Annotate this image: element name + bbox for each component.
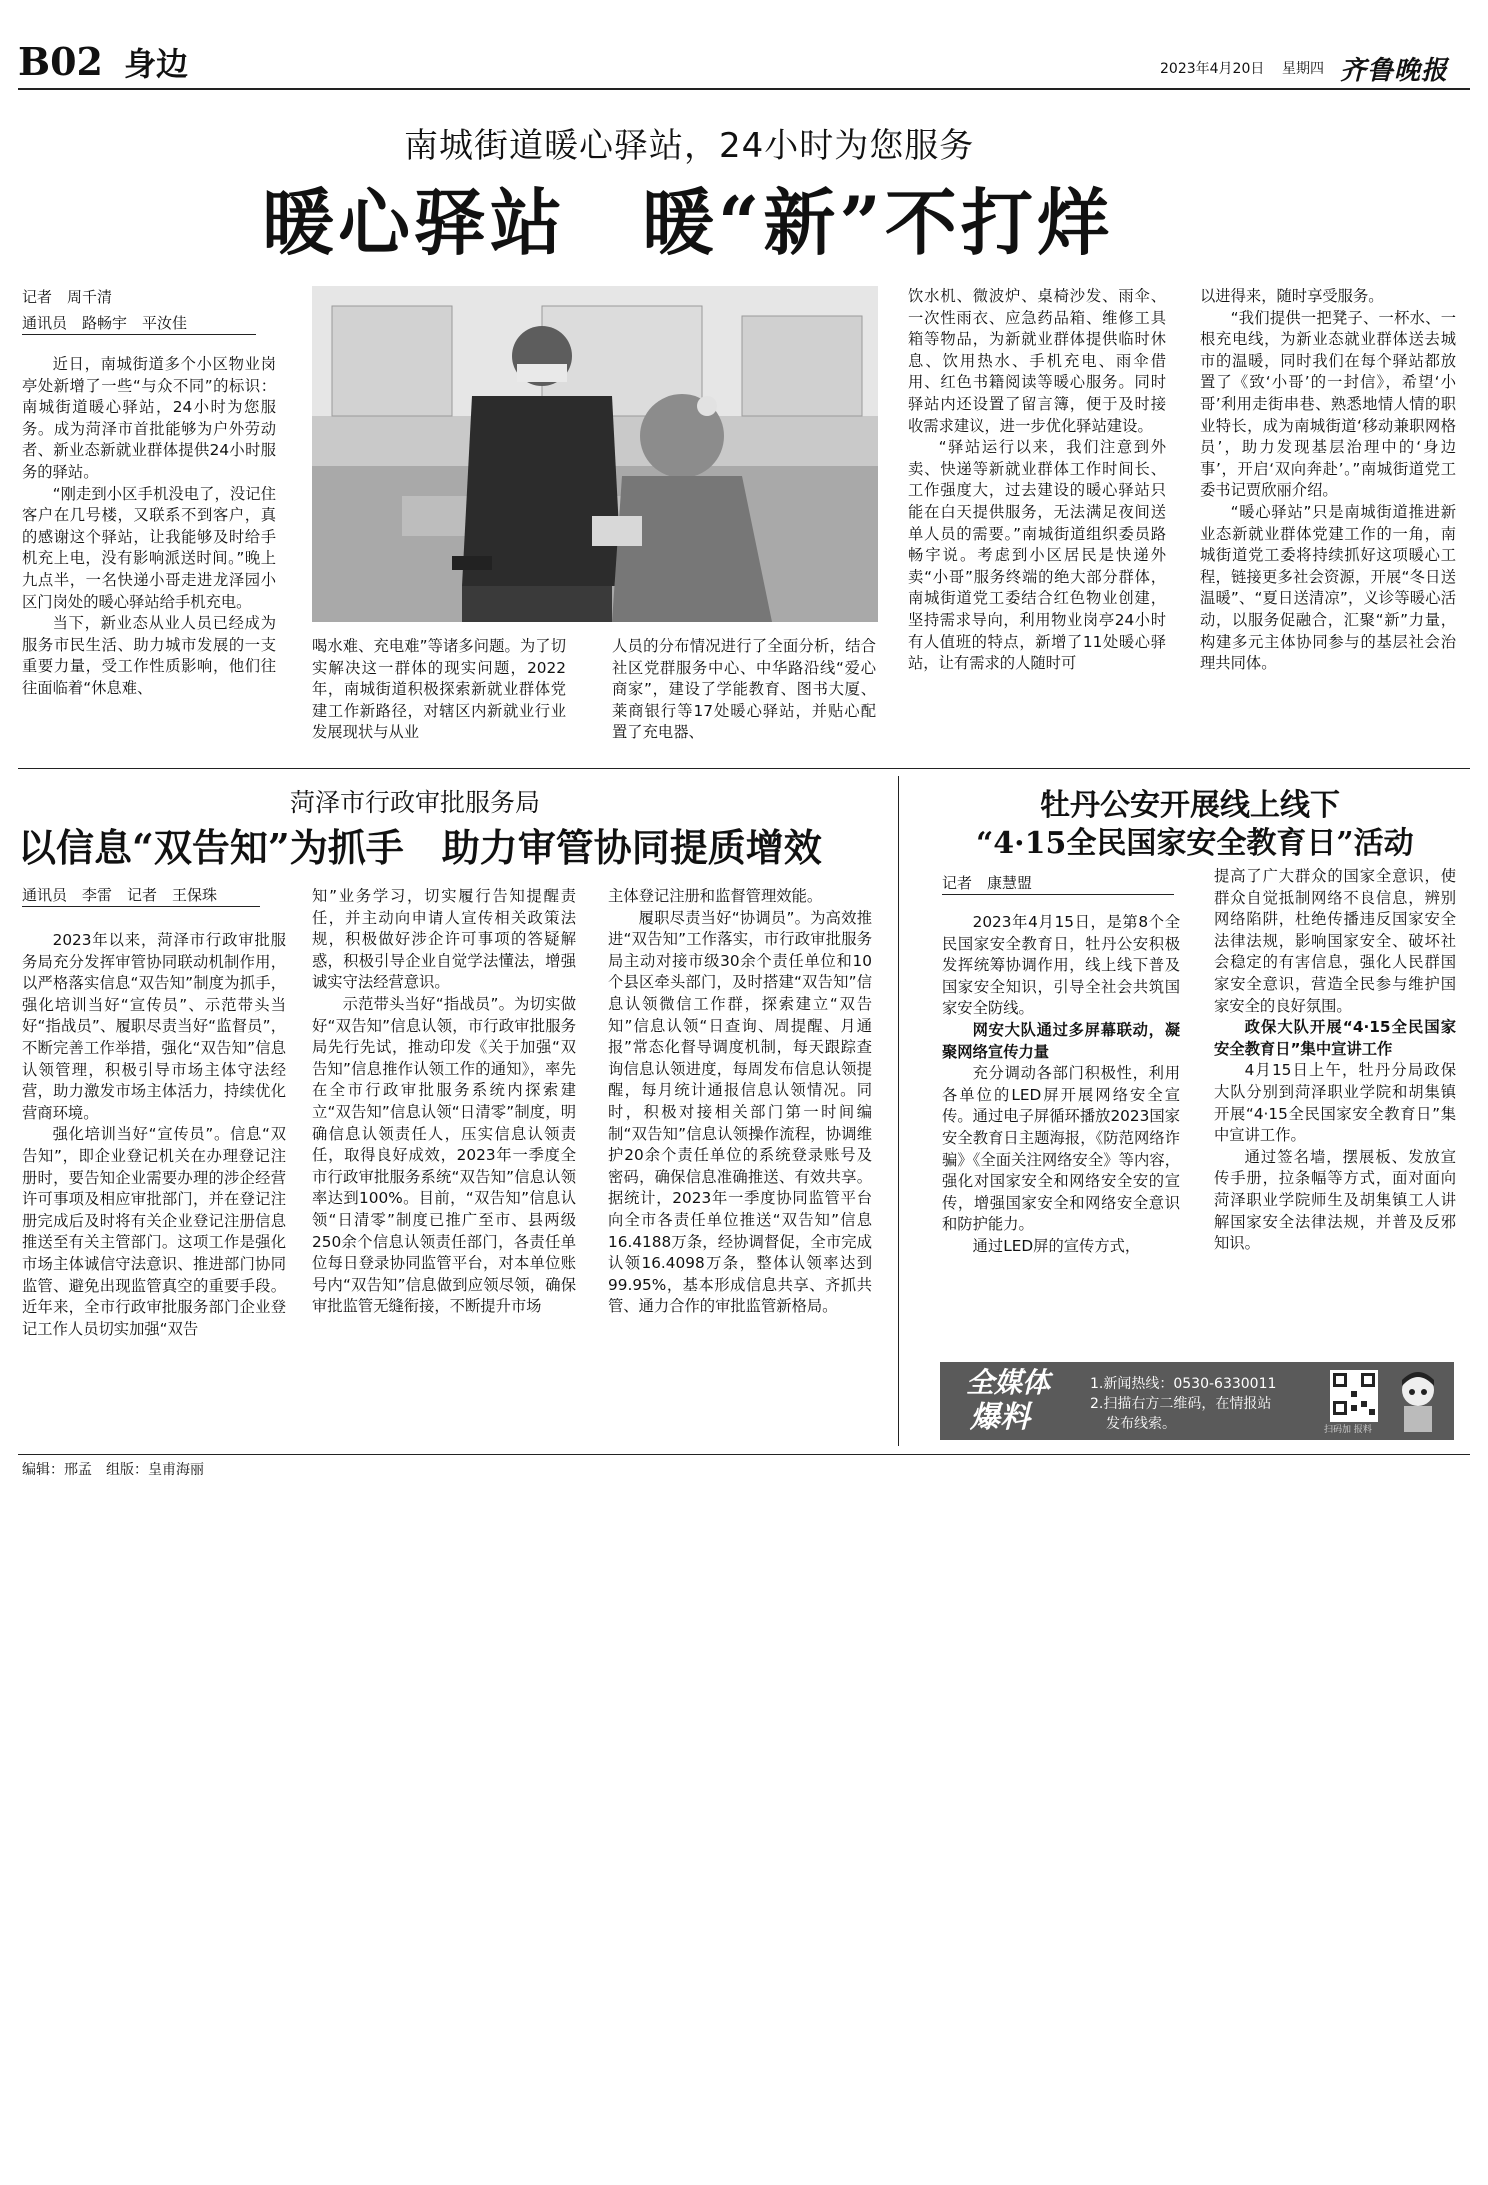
banner-title-line2: 爆料 [970, 1400, 1030, 1435]
page-code: B02 [18, 39, 103, 84]
tipoff-banner [940, 1362, 1454, 1440]
subhead: 网安大队通过多屏幕联动，凝聚网络宣传力量 [942, 1020, 1180, 1061]
paragraph: 以进得来，随时享受服务。 [1200, 287, 1384, 305]
banner-title-line1: 全媒体 [966, 1366, 1051, 1399]
photo-volunteer-courier [312, 286, 878, 622]
column-divider [898, 776, 899, 1446]
editor-credit: 编辑：邢孟 组版：皇甫海丽 [22, 1462, 204, 1478]
qr-pattern-icon [1330, 1370, 1378, 1422]
paragraph: 饮水机、微波炉、桌椅沙发、雨伞、一次性雨衣、应急药品箱、维修工具箱等物品，为新就业群体提供临时休息、饮用热水、手机充电、雨伞借用、红色书籍阅读等暖心服务。同时驿站内还设置了留言簿，便于及时接收需求建议，进一步优化驿站建设。 [908, 287, 1166, 435]
paragraph: 通过签名墙，摆展板、发放宣传手册，拉条幅等方式，面对面向菏泽职业学院师生及胡集镇工人讲解国家安全法律法规，并普及反邪知识。 [1214, 1147, 1456, 1253]
story1-reporter: 记者 周千清 [22, 288, 113, 306]
section-name: 身边 [124, 45, 189, 83]
footer-rule [18, 1454, 1470, 1455]
story3-column-1 [942, 912, 1180, 1258]
story3-title-line2: “4·15全民国家安全教育日”活动 [976, 826, 1414, 861]
masthead-logo: 齐鲁晚报 [1340, 56, 1449, 86]
story2-title: 以信息“双告知”为抓手 助力审管协同提质增效 [18, 825, 822, 870]
story-divider [18, 768, 1470, 769]
paragraph: “暖心驿站”只是南城街道推进新业态新就业群体党建工作的一角，南城街道党工委将持续抓好这项暖心工程，链接更多社会资源，开展“冬日送温暖”、“夏日送清凉”，义诊等暖心活动，以服务促融合，汇聚“新”力量，构建多元主体协同参与的基层社会治理共同体。 [1200, 502, 1456, 673]
paragraph: “我们提供一把凳子、一杯水、一根充电线，为新业态就业群体送去城市的温暖，同时我们在每个驿站都放置了《致‘小哥’的一封信》，希望‘小哥’利用走街串巷、熟悉地情人情的职业特长，成为南城街道‘移动兼职网格员’，助力发现基层治理中的‘身边事’，开启‘双向奔赴’。”南城街道党工委书记贾欣丽介绍。 [1200, 308, 1456, 500]
banner-instruction-cont: 发布线索。 [1106, 1416, 1176, 1432]
subhead: 政保大队开展“4·15全民国家安全教育日”集中宣讲工作 [1214, 1018, 1456, 1058]
paragraph: 4月15日上午，牡丹分局政保大队分别到菏泽职业学院和胡集镇开展“4·15全民国家安全教育日”集中宣讲工作。 [1214, 1061, 1456, 1145]
news-photo [312, 286, 878, 622]
cartoon-reporter-icon [1388, 1368, 1448, 1434]
issue-weekday: 星期四 [1282, 61, 1324, 77]
paragraph: 人员的分布情况进行了全面分析，结合社区党群服务中心、中华路沿线“爱心商家”，建设了学能教育、图书大厦、莱商银行等17处暖心驿站，并贴心配置了充电器、 [612, 637, 876, 742]
paragraph: 充分调动各部门积极性，利用各单位的LED屏开展网络安全宣传。通过电子屏循环播放2023国家安全教育日主题海报，《防范网络诈骗》《全面关注网络安全》等内容，强化对国家安全和网络安全安的宣传，增强国家安全和网络安全意识和防护能力。 [942, 1064, 1180, 1234]
cartoon-figure-icon [1388, 1368, 1448, 1434]
story3-byline-text: 记者 康慧盟 [942, 874, 1033, 892]
paragraph: 通过LED屏的宣传方式， [972, 1236, 1141, 1255]
paragraph: 2023年以来，菏泽市行政审批服务局充分发挥审管协同联动机制作用，以严格落实信息“双告知”制度为抓手，强化培训当好“宣传员”、示范带头当好“指战员”、履职尽责当好“监督员”，不断完善工作举措，强化“双告知”信息认领管理，积极引导市场主体守法经营，助力激发市场主体活力，持续优化营商环境。 [22, 931, 286, 1122]
story3-column-2 [1214, 866, 1456, 1255]
banner-hotline: 1.新闻热线：0530-6330011 [1090, 1376, 1277, 1392]
paragraph: 强化培训当好“宣传员”。信息“双告知”，即企业登记机关在办理登记注册时，要告知企业需要办理的涉企经营许可事项及相应审批部门，并在登记注册完成后及时将有关企业登记注册信息推送至有关主管部门。这项工作是强化市场主体诚信守法意识、推进部门协同监管、避免出现监管真空的重要手段。近年来，全市行政审批服务部门企业登记工作人员切实加强“双告 [22, 1125, 286, 1338]
story1-title: 暖心驿站 暖“新”不打烊 [262, 180, 1113, 265]
story2-byline [22, 884, 260, 907]
banner-instruction: 2.扫描右方二维码，在情报站 [1090, 1396, 1272, 1412]
story1-column-2 [312, 636, 566, 744]
qr-code-icon [1330, 1370, 1378, 1422]
paragraph: 知”业务学习，切实履行告知提醒责任，并主动向申请人宣传相关政策法规，积极做好涉企许可事项的答疑解惑，积极引导企业自觉学法懂法，增强诚实守法经营意识。 [312, 887, 576, 992]
story1-correspondent [22, 312, 256, 335]
story3-byline [942, 872, 1174, 895]
paragraph: 当下，新业态从业人员已经成为服务市民生活、助力城市发展的一支重要力量，受工作性质影响，他们往往面临着“休息难、 [22, 614, 276, 697]
paragraph: 2023年4月15日，是第8个全民国家安全教育日，牡丹公安积极发挥统筹协调作用，线上线下普及国家安全知识，引导全社会共筑国家安全防线。 [942, 913, 1180, 1018]
story2-column-3 [608, 886, 872, 1318]
story1-column-3 [612, 636, 876, 744]
paragraph: “驿站运行以来，我们注意到外卖、快递等新就业群体工作时间长、工作强度大，过去建设的暖心驿站只能在白天提供服务，无法满足夜间送单人员的需要。”南城街道组织委员路畅宇说。考虑到小区居民是快递外卖“小哥”服务终端的绝大部分群体，南城街道党工委结合红色物业创建，坚持需求导向，利用物业岗亭24小时有人值班的特点，新增了11处暖心驿站，让有需求的人随时可 [908, 438, 1166, 673]
paragraph: 履职尽责当好“协调员”。为高效推进“双告知”工作落实，市行政审批服务局主动对接市级30余个责任单位和10个县区牵头部门，及时搭建“双告知”信息认领微信工作群，探索建立“双告知”信息认领“日查询、周提醒、月通报”常态化督导调度机制，每天跟踪查询信息认领进度，每周发布信息认领提醒，每月统计通报信息认领情况。同时，积极对接相关部门第一时间编制“双告知”信息认领操作流程，协调维护20余个责任单位的系统登录账号及密码，确保信息准确推送、有效共享。据统计，2023年一季度协同监管平台向全市各责任单位推送“双告知”信息16.4188万条，经协调督促，全市完成认领16.4098万条，整体认领率达到99.95%，基本形成信息共享、齐抓共管、通力合作的审批监管新格局。 [608, 908, 872, 1316]
issue-date: 2023年4月20日 [1160, 61, 1265, 77]
story1-column-4 [908, 286, 1166, 675]
paragraph: 提高了广大群众的国家全意识，使群众自觉抵制网络不良信息，辨别网络陷阱，杜绝传播违反国家安全法律法规，影响国家安全、破坏社会稳定的有害信息，强化人民群国家安全意识，营造全民参与维护国家安全的良好氛围。 [1214, 867, 1456, 1015]
story2-column-2 [312, 886, 576, 1318]
paragraph: 主体登记注册和监督管理效能。 [608, 887, 823, 905]
story2-subtitle: 菏泽市行政审批服务局 [290, 788, 541, 817]
paragraph: 近日，南城街道多个小区物业岗亭处新增了一些“与众不同”的标识：南城街道暖心驿站，24小时为您服务。成为菏泽市首批能够为户外劳动者、新业态新就业群体提供24小时服务的驿站。 [22, 355, 276, 481]
paragraph: 喝水难、充电难”等诸多问题。为了切实解决这一群体的现实问题，2022年，南城街道积极探索新就业群体党建工作新路径，对辖区内新就业行业发展现状与从业 [312, 637, 566, 742]
header-rule [18, 88, 1470, 90]
paragraph: “刚走到小区手机没电了，没记住客户在几号楼，又联系不到客户，真的感谢这个驿站，让我能够及时给手机充上电，没有影响派送时间。”晚上九点半，一名快递小哥走进龙泽园小区门岗处的暖心驿站给手机充电。 [22, 484, 276, 611]
story1-column-5 [1200, 286, 1456, 675]
story2-column-1 [22, 930, 286, 1340]
story1-column-1 [22, 354, 276, 700]
story3-title-line1: 牡丹公安开展线上线下 [1040, 788, 1340, 823]
paragraph: 示范带头当好“指战员”。为切实做好“双告知”信息认领，市行政审批服务局先行先试，推动印发《关于加强“双告知”信息推作认领工作的通知》，率先在全市行政审批服务系统内探索建立“双告知”信息认领“日清零”制度，明确信息认领责任人，压实信息认领责任，取得良好成效，2023年一季度全市行政审批服务系统“双告知”信息认领率达到100%。目前，“双告知”信息认领“日清零”制度已推广至市、县两级250余个信息认领责任部门，各责任单位每日登录协同监管平台，对本单位账号内“双告知”信息做到应领尽领，确保审批监管无缝衔接，不断提升市场 [312, 994, 576, 1316]
qr-caption: 扫码加 报料 [1324, 1425, 1372, 1435]
story1-subtitle: 南城街道暖心驿站，24小时为您服务 [404, 126, 975, 166]
story1-correspondent-text: 通讯员 路畅宇 平汝佳 [22, 314, 188, 332]
story2-byline-text: 通讯员 李雷 记者 王保珠 [22, 886, 218, 904]
